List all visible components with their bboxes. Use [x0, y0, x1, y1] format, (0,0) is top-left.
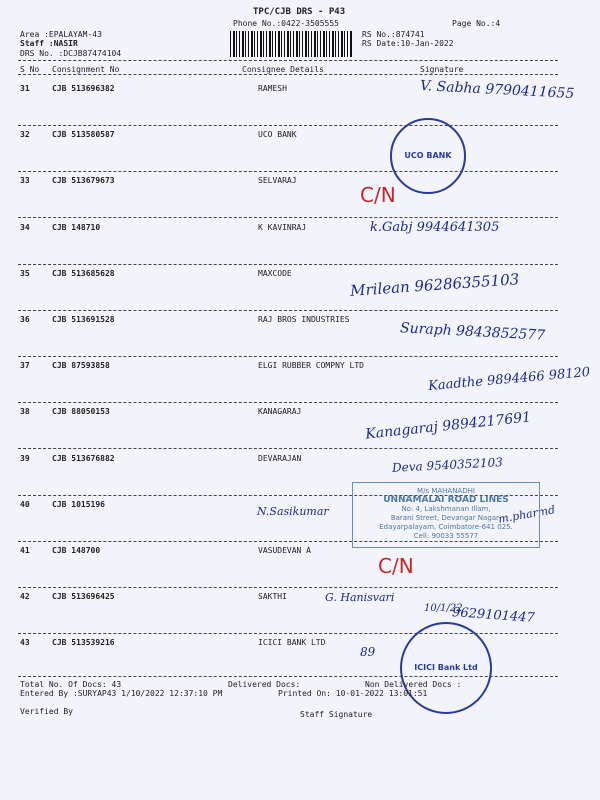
row-consignee-name: RAJ BROS INDUSTRIES — [258, 315, 350, 324]
phone-number: Phone No.:0422-3505555 — [233, 19, 339, 28]
row-divider — [18, 310, 558, 311]
col-signature: Signature — [420, 65, 464, 74]
row-consignee-name: KANAGARAJ — [258, 407, 302, 417]
verified-by: Verified By — [20, 707, 73, 716]
stamp-line-1: M/s MAHANADHI — [417, 487, 475, 495]
row-sno: 31 — [20, 84, 30, 93]
stamp-line-4: Barani Street, Devangar Nagar, — [390, 514, 502, 522]
row-consignment-number: CJB 1015196 — [52, 499, 105, 509]
row-sno: 35 — [20, 268, 30, 278]
row-consignee-name: UCO BANK — [258, 130, 297, 140]
stamp-line-6: Cell: 90033 55577 — [413, 532, 479, 540]
signature-36: Suraph 9843852577 — [399, 320, 546, 344]
signature-43: 89 — [360, 645, 376, 659]
icici-bank-seal: ICICI Bank Ltd — [400, 622, 492, 714]
row-consignee-name: ICICI BANK LTD — [258, 638, 326, 648]
row-sno: 40 — [20, 499, 30, 509]
row-divider — [18, 217, 558, 218]
row-consignee-name: MAXCODE — [258, 268, 292, 278]
row-consignment-number: CJB 88050153 — [52, 407, 110, 417]
company-stamp — [352, 482, 540, 548]
row-sno: 37 — [20, 361, 30, 371]
signature-42-phone: 9629101447 — [451, 605, 536, 626]
row-consignment-number: CJB 513691528 — [52, 315, 115, 324]
cn-mark-41: C/N — [378, 554, 414, 578]
signature-35: Mrilean 96286355103 — [349, 270, 520, 300]
col-consignee: Consignee Details — [242, 65, 324, 74]
row-sno: 36 — [20, 315, 30, 324]
row-divider — [18, 587, 558, 588]
row-consignment-number: CJB 513696382 — [52, 84, 115, 93]
row-consignment-number: CJB 513679673 — [52, 176, 115, 186]
stamp-line-5: Edayarpalayam, Coimbatore-641 025. — [379, 523, 513, 531]
row-consignee-name: K KAVINRAJ — [258, 222, 307, 232]
row-sno: 41 — [20, 546, 30, 555]
header-divider-top — [18, 60, 558, 61]
footer-divider — [18, 676, 558, 677]
row-consignee-name: SAKTHI — [258, 592, 287, 602]
barcode — [230, 31, 352, 57]
row-consignment-number: CJB 148710 — [52, 222, 101, 232]
total-docs: Total No. Of Docs: 43 — [20, 680, 122, 689]
stamp-line-3: No: 4, Lakshmanan Illam, — [401, 505, 491, 513]
col-consignment: Consignment No — [52, 65, 120, 74]
drs-number: DRS No. :DCJB87474104 — [20, 49, 122, 58]
signature-40b: m.pharmd — [497, 503, 557, 526]
rs-date: RS Date:10-Jan-2022 — [362, 39, 454, 48]
staff-label: Staff :NASIR — [20, 39, 78, 48]
signature-42-date: 10/1/22 — [424, 603, 463, 614]
row-divider — [18, 171, 558, 172]
row-sno: 39 — [20, 453, 30, 463]
row-consignee-name: RAMESH — [258, 84, 287, 93]
row-divider — [18, 264, 558, 265]
signature-34: k.Gabj 9944641305 — [370, 220, 500, 235]
cn-mark-33: C/N — [360, 183, 396, 207]
row-consignment-number: CJB 513696425 — [52, 592, 115, 602]
signature-40: N.Sasikumar — [257, 505, 329, 518]
row-sno: 32 — [20, 130, 30, 140]
col-sno: S No — [20, 65, 40, 74]
row-consignment-number: CJB 513539216 — [52, 638, 115, 648]
signature-39: Deva 9540352103 — [391, 455, 504, 475]
printed-on: Printed On: 10-01-2022 13:01:51 — [278, 689, 428, 698]
header-divider-bottom — [18, 74, 558, 75]
non-delivered-docs: Non Delivered Docs : — [365, 680, 462, 689]
row-sno: 33 — [20, 176, 30, 186]
area-label: Area :EPALAYAM-43 — [20, 30, 102, 39]
row-divider — [18, 448, 558, 449]
uco-bank-seal: UCO BANK — [390, 118, 466, 194]
row-consignment-number: CJB 513685628 — [52, 268, 115, 278]
row-sno: 38 — [20, 407, 30, 417]
delivered-docs: Delivered Docs: — [228, 680, 301, 689]
signature-42: G. Hanisvari — [325, 591, 395, 604]
row-consignee-name: ELGI RUBBER COMPNY LTD — [258, 361, 364, 371]
signature-38: Kanagaraj 9894217691 — [364, 409, 532, 443]
page-number: Page No.:4 — [452, 19, 501, 28]
signature-31: V. Sabha 9790411655 — [419, 77, 575, 103]
row-consignment-number: CJB 87593858 — [52, 361, 110, 371]
document-title: TPC/CJB DRS - P43 — [253, 7, 346, 17]
row-sno: 34 — [20, 222, 30, 232]
rs-number: RS No.:874741 — [362, 30, 425, 39]
row-consignment-number: CJB 513676882 — [52, 453, 115, 463]
entered-by: Entered By :SURYAP43 1/10/2022 12:37:10 PM — [20, 689, 223, 698]
stamp-line-2: UNNAMALAI ROAD LINES — [383, 495, 509, 505]
row-consignment-number: CJB 148700 — [52, 546, 101, 555]
row-sno: 43 — [20, 638, 30, 648]
row-divider — [18, 402, 558, 403]
row-consignment-number: CJB 513580587 — [52, 130, 115, 140]
signature-37: Kaadthe 9894466 98120 — [427, 364, 591, 395]
row-consignee-name: SELVARAJ — [258, 176, 297, 186]
row-consignee-name: DEVARAJAN — [258, 453, 302, 463]
row-sno: 42 — [20, 592, 30, 602]
row-consignee-name: VASUDEVAN A — [258, 546, 311, 555]
row-divider — [18, 356, 558, 357]
row-divider — [18, 125, 558, 126]
staff-signature: Staff Signature — [300, 710, 373, 719]
